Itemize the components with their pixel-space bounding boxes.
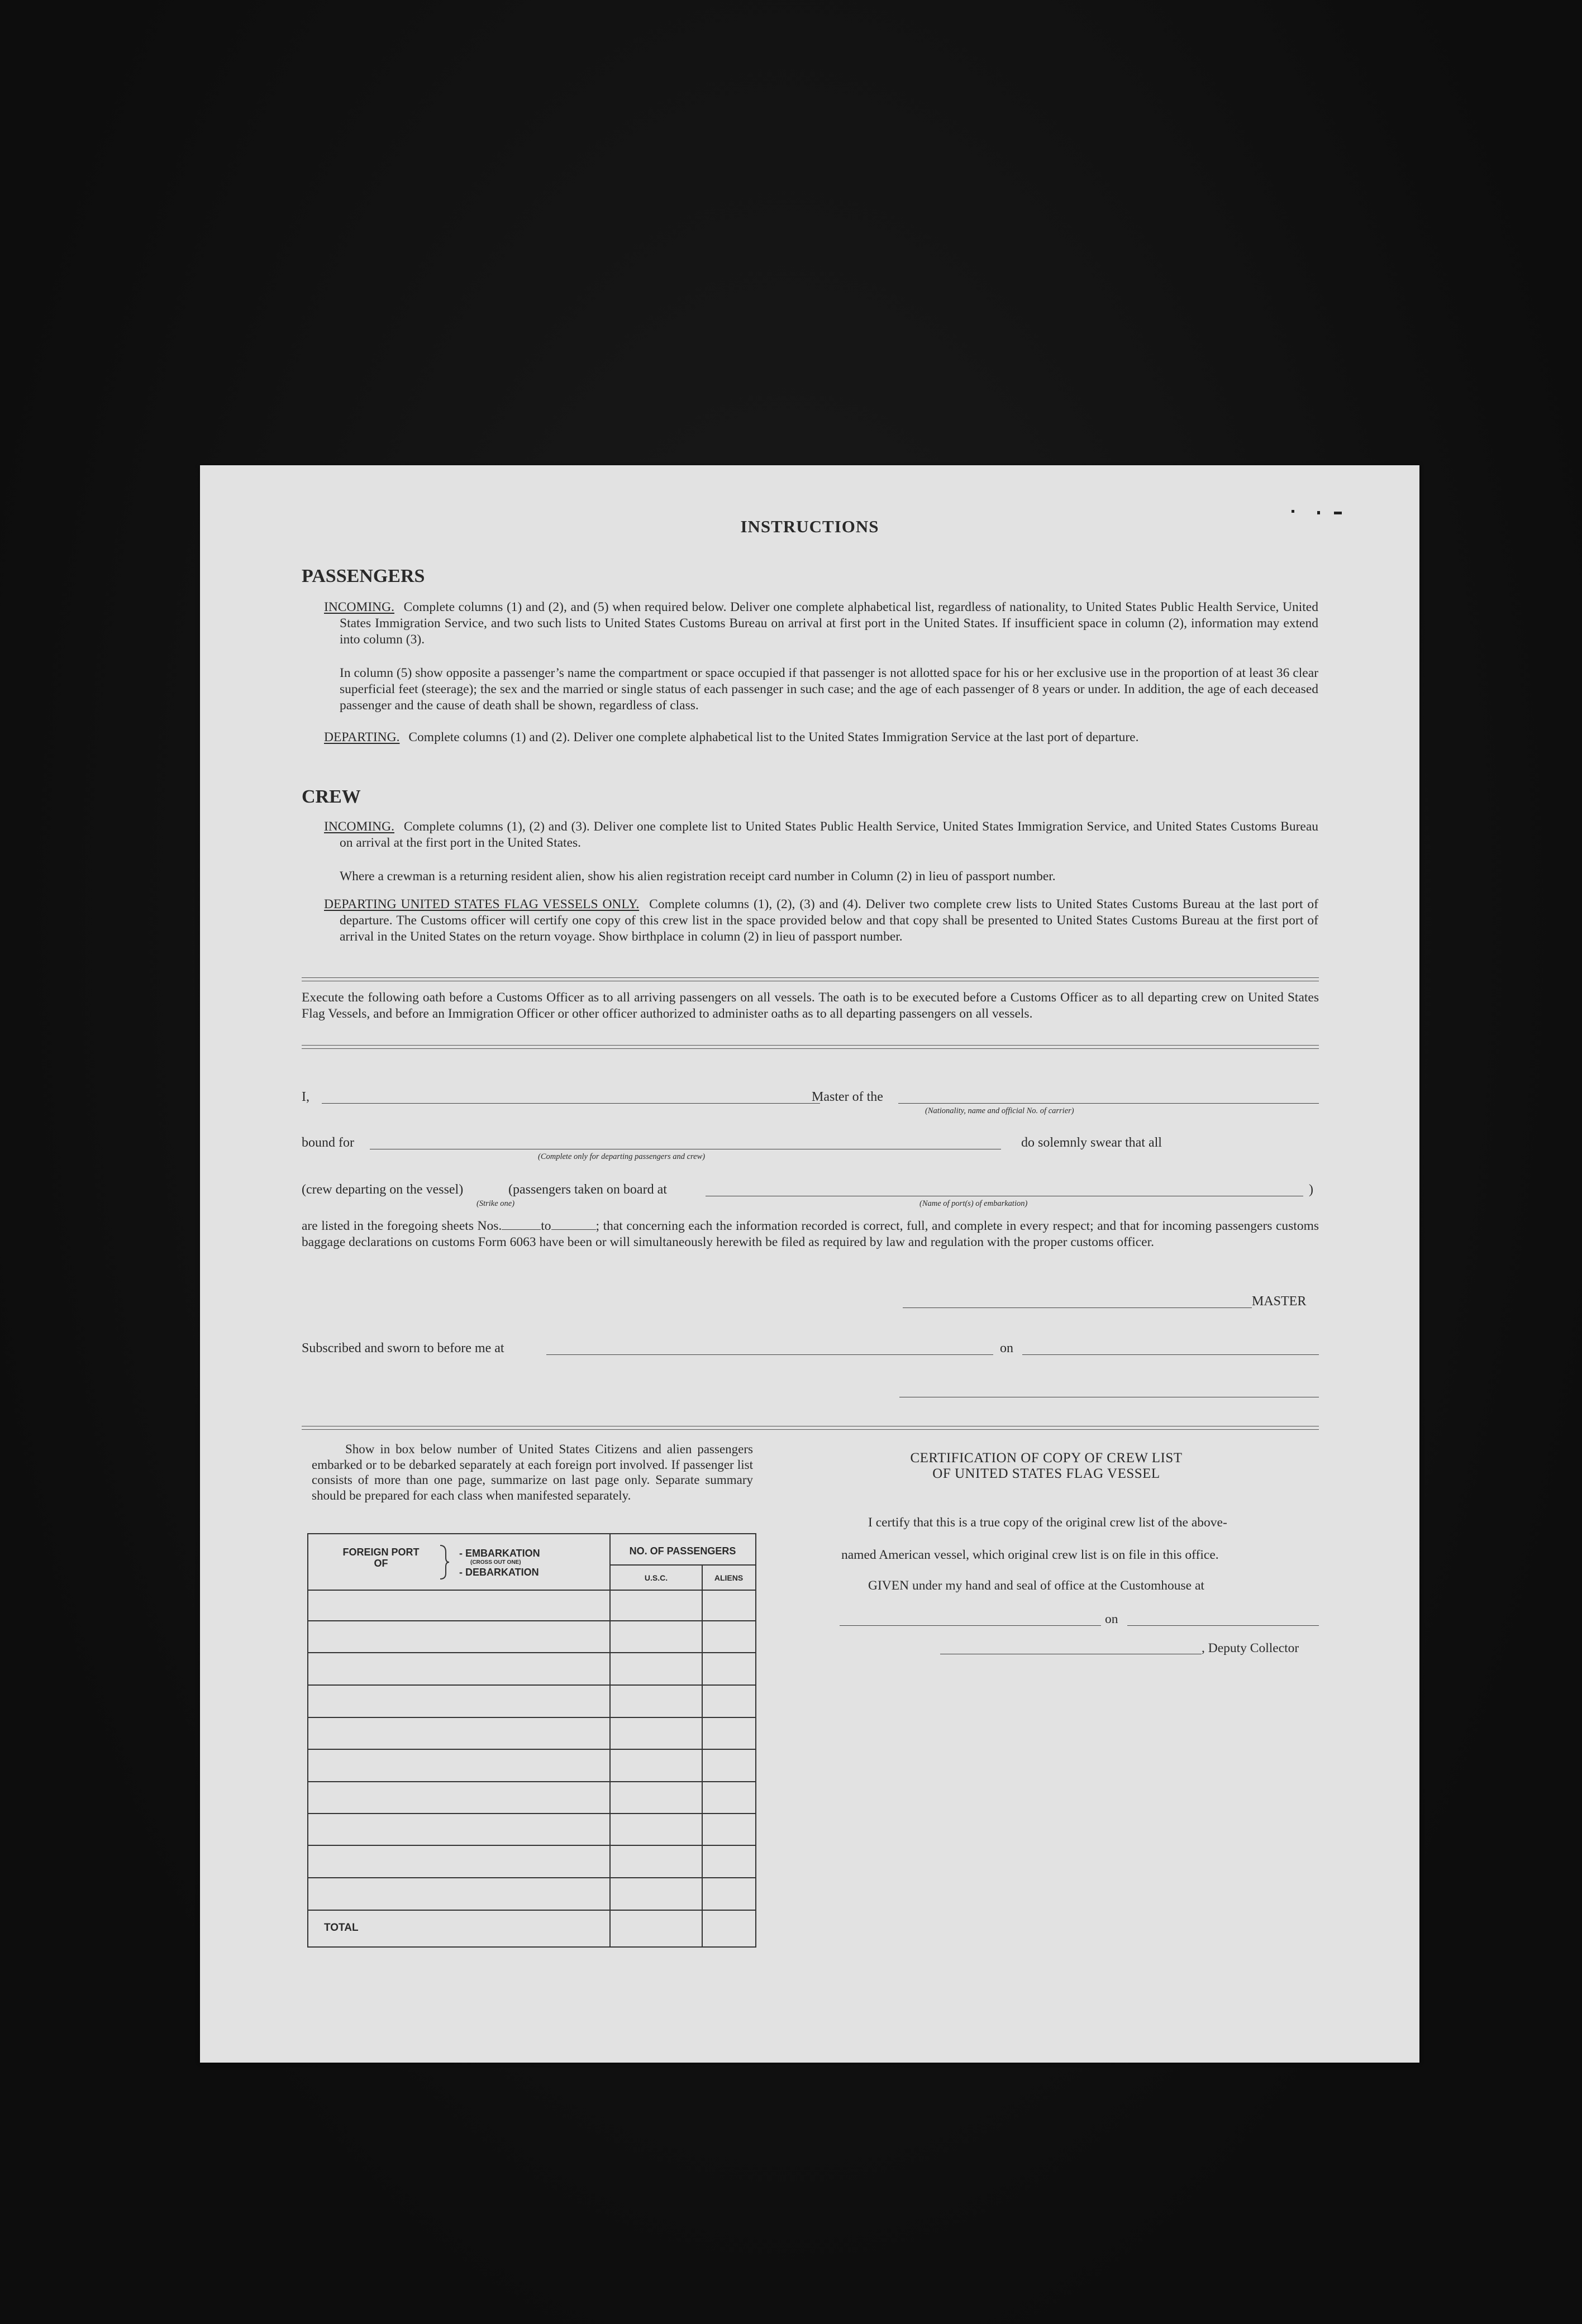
crew-incoming-text: Complete columns (1), (2) and (3). Deliver one complete list to United States Public Health Service, United States Immigration Service, and United States Customs Bureau on arrival at the first port in the United States.: [340, 819, 1318, 850]
ports-caption: (Name of port(s) of embarkation): [919, 1199, 1028, 1208]
crew-resident-paragraph: Where a crewman is a returning resident alien, show his alien registration receipt card number in Column (2) in lieu of passport number.: [340, 869, 1056, 884]
crew-departing-text: Complete columns (1), (2), (3) and (4). Deliver two complete crew lists to United States Customs Bureau at the last port of departure. The Customs officer will certify one copy of this crew list in the space provided below and that copy shall be presented to United States Customs Bureau at the first port of arrival in the United States on the return voyage. Show birthplace in column (2) in lieu of passport number.: [340, 897, 1318, 944]
certification-heading-1: CERTIFICATION OF COPY OF CREW LIST: [910, 1450, 1183, 1466]
oath-i-label: I,: [302, 1090, 309, 1104]
double-rule: [302, 977, 1319, 981]
bound-for-label: bound for: [302, 1135, 354, 1150]
crew-departing-lead: DEPARTING UNITED STATES FLAG VESSELS ONLY.: [324, 897, 640, 912]
passengers-departing-paragraph: [324, 729, 1318, 746]
summary-instructions: Show in box below number of United States Citizens and alien passengers embarked or to be debarked separately at each foreign port involved. If passenger list consists of more than one page, summarize on last page only. Separate summary should be prepared for each class when manifested separately.: [312, 1442, 753, 1502]
sworn-on-label: on: [1000, 1341, 1013, 1356]
crew-departing-option: (crew departing on the vessel): [302, 1182, 464, 1197]
master-name-field[interactable]: [322, 1103, 820, 1104]
crew-incoming-lead: INCOMING.: [324, 819, 394, 834]
certification-date-field[interactable]: [1127, 1625, 1319, 1626]
page-title: INSTRUCTIONS: [740, 517, 879, 536]
sheet-to-field[interactable]: [551, 1229, 596, 1230]
master-signature-field[interactable]: [903, 1307, 1252, 1308]
master-of-the-label: Master of the: [812, 1090, 883, 1104]
master-label: MASTER: [1252, 1294, 1307, 1309]
passengers-taken-option: (passengers taken on board at: [508, 1182, 667, 1197]
passengers-departing-lead: DEPARTING.: [324, 730, 400, 745]
listed-rest: ; that concerning each the information recorded is correct, full, and complete in every respect; and that for incoming passengers customs baggage declarations on customs Form 6063 have been or will simultaneously herewith be filed as required by law and regulation with the proper customs officer.: [302, 1219, 1319, 1249]
brace-icon: [440, 1545, 449, 1579]
oath-instructions: Execute the following oath before a Customs Officer as to all arriving passengers on all vessels. The oath is to be executed before a Customs Officer as to all departing crew on United States Flag Vessels, and before an Immigration Officer or other officer authorized to administer oaths as to all departing passengers on all vessels.: [302, 990, 1319, 1021]
cross-out-one-note: (CROSS OUT ONE): [470, 1559, 521, 1566]
passengers-column5-paragraph: In column (5) show opposite a passenger’s name the compartment or space occupied if that passenger is not allotted space for his or her exclusive use in the proportion of at least 36 clear superficial feet (steerage); the sex and the married or single status of each passenger in such case; and the age of each passenger of 8 years or under. In addition, the age of each deceased passenger and the cause of death shall be shown, regardless of class.: [340, 666, 1318, 713]
swear-text: do solemnly swear that all: [1021, 1135, 1162, 1150]
passengers-departing-text: Complete columns (1) and (2). Deliver one complete alphabetical list to the United States Immigration Service at the last port of departure.: [408, 730, 1139, 745]
passengers-incoming-lead: INCOMING.: [324, 600, 394, 614]
certification-on-label: on: [1105, 1612, 1118, 1626]
passenger-summary-table: [307, 1533, 756, 1948]
listed-to: to: [541, 1219, 551, 1233]
crew-departing-paragraph: [324, 896, 1318, 945]
sworn-date-field[interactable]: [1022, 1354, 1319, 1355]
customhouse-field[interactable]: [840, 1625, 1101, 1626]
passengers-heading: PASSENGERS: [302, 566, 425, 586]
foreign-port-header: FOREIGN PORT OF: [342, 1547, 420, 1569]
passengers-incoming-paragraph: [324, 599, 1318, 648]
sheet-from-field[interactable]: [502, 1229, 541, 1230]
listed-pre: are listed in the foregoing sheets Nos.: [302, 1219, 502, 1233]
sworn-place-field[interactable]: [546, 1354, 993, 1355]
bound-for-caption: (Complete only for departing passengers and crew): [538, 1152, 706, 1161]
certification-line-1: I certify that this is a true copy of the original crew list of the above-: [868, 1515, 1227, 1530]
certification-line-2: named American vessel, which original crew list is on file in this office.: [841, 1548, 1219, 1562]
listed-paragraph: [302, 1218, 1319, 1251]
carrier-caption: (Nationality, name and official No. of carrier): [925, 1106, 1074, 1115]
carrier-field[interactable]: [898, 1103, 1319, 1104]
certification-heading-2: OF UNITED STATES FLAG VESSEL: [932, 1466, 1160, 1481]
crew-heading: CREW: [302, 786, 361, 807]
aliens-header: ALIENS: [714, 1573, 744, 1582]
document-page: [200, 465, 1419, 2063]
total-row-label: TOTAL: [324, 1922, 359, 1934]
passengers-incoming-text: Complete columns (1) and (2), and (5) when required below. Deliver one complete alphabetical list, regardless of nationality, to United States Public Health Service, United States Immigration Service, and two such lists to United States Customs Bureau on arrival at first port in the United States. If insufficient space in column (2), information may extend into column (3).: [340, 600, 1318, 647]
double-rule: [302, 1426, 1319, 1430]
usc-header: U.S.C.: [644, 1573, 668, 1582]
table-grid: [308, 1534, 755, 1946]
certification-line-3: GIVEN under my hand and seal of office at the Customhouse at: [868, 1578, 1204, 1593]
double-rule: [302, 1045, 1319, 1049]
strike-one-caption: (Strike one): [476, 1199, 515, 1208]
subscribed-label: Subscribed and sworn to before me at: [302, 1341, 504, 1356]
crew-incoming-paragraph: [324, 819, 1318, 851]
deputy-collector-label: , Deputy Collector: [1202, 1641, 1299, 1655]
no-of-passengers-header: NO. OF PASSENGERS: [629, 1545, 736, 1557]
embarkation-header: - EMBARKATION: [459, 1548, 540, 1559]
debarkation-header: - DEBARKATION: [459, 1567, 539, 1578]
close-paren: ): [1309, 1182, 1313, 1197]
